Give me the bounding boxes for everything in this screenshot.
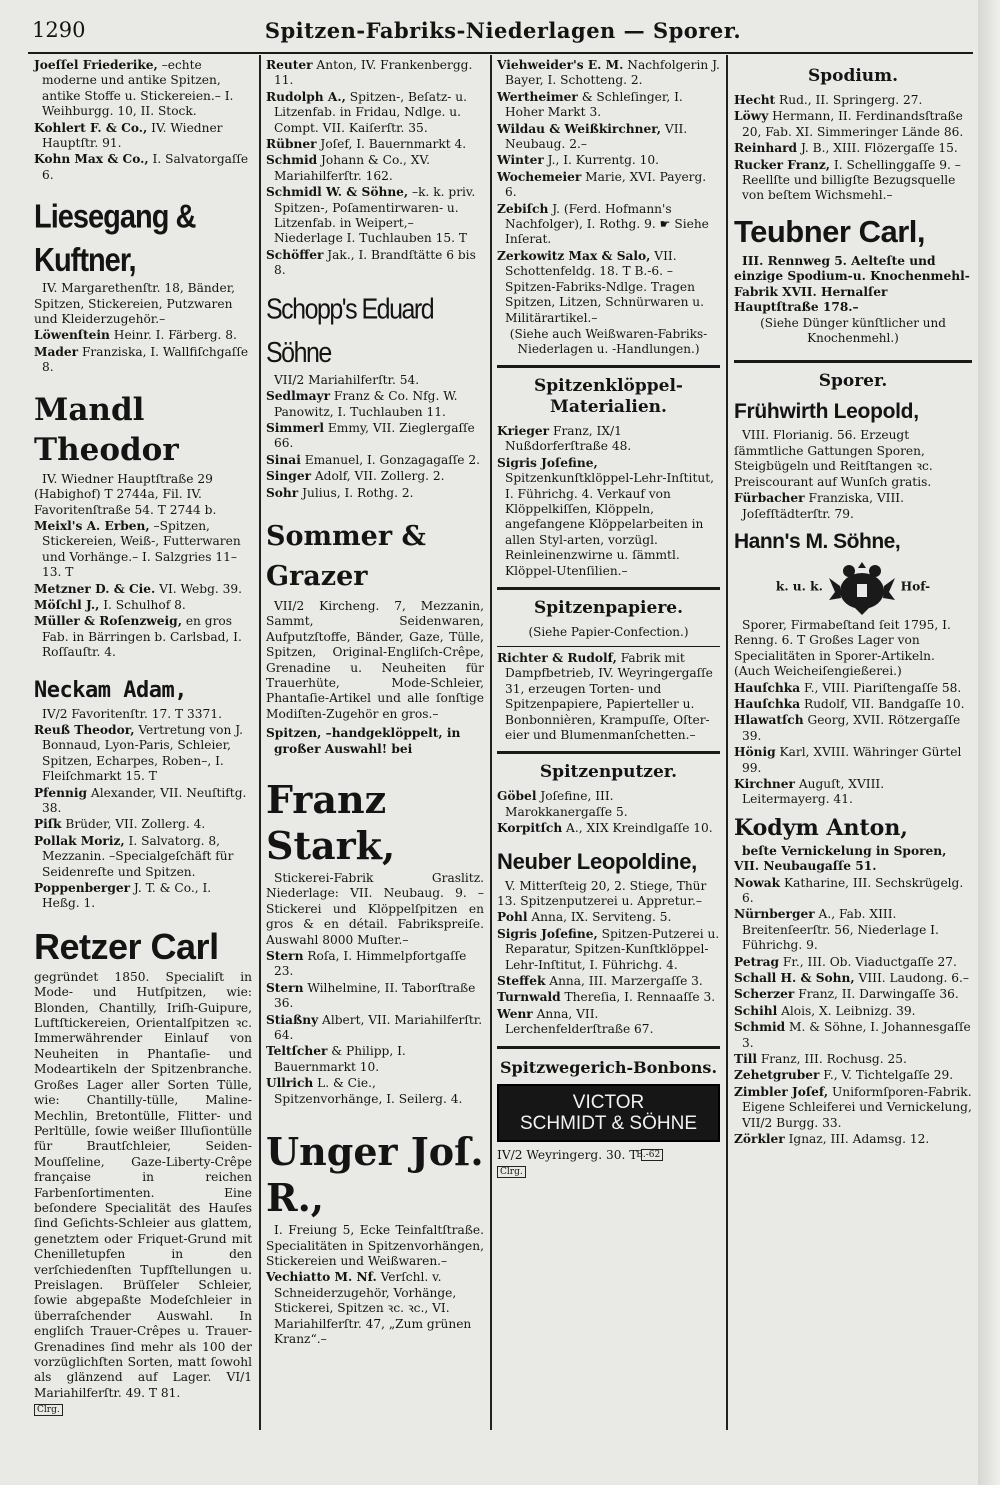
list-item: Kohlert F. & Co., IV. Wiedner Hauptſtr. 91.	[34, 120, 223, 151]
victor-line-2: SCHMIDT & SÖHNE	[519, 1112, 697, 1134]
list-item: Schöffer Jak., I. Brandſtätte 6 bis 8.	[266, 247, 476, 278]
list-item: Schall H. & Sohn, VIII. Laudong. 6.–	[734, 971, 969, 986]
list-item: Pohl Anna, IX. Serviteng. 5.	[497, 910, 672, 925]
list-item: Krieger Franz, IX/1 Nußdorferſtraße 48.	[497, 423, 632, 454]
list-item: Rudolph A., Spitzen-, Beſatz- u. Litzenfab. in Fridau, Ndlge. u. Compt. VII. Kaiſerſtr. 35.	[266, 89, 467, 135]
list-item: Zebiſch J. (Ferd. Hofmann's Nachfolger), I. Rothg. 9. ☛ Siehe Inſerat.	[497, 201, 709, 247]
advert-neuber: Neuber Leopoldine,	[497, 848, 697, 874]
page-number: 1290	[32, 18, 86, 42]
cross-reference: (Siehe Dünger künſtlicher und Knochenmehl.)	[760, 316, 946, 346]
list-item: Joeſſel Friederike, –echte moderne und antike Spitzen, antike Stoffe u. Stickereien.– I. Weihburgg. 10, II. Stock.	[34, 58, 234, 119]
advert-fruehwirth: Frühwirth Leopold,	[734, 400, 919, 424]
advert-text: V. Mitterſteig 20, 2. Stiege, Thür 13. Spitzenputzerei u. Appretur.–	[497, 878, 707, 909]
list-item: Hauſchka F., VIII. Piariſtengaſſe 58.	[734, 680, 962, 695]
advert-victor-schmidt	[497, 1084, 720, 1142]
list-item: Reuter Anton, IV. Frankenbergg. 11.	[266, 58, 473, 88]
section-rule	[497, 646, 720, 647]
advert-text: VIII. Florianig. 56. Erzeugt ſämmtliche Gattungen Sporen, Steigbügeln und Reitſtangen ꝛc. Preiscourant auf Wunſch gratis.	[734, 428, 933, 489]
column-2	[266, 58, 484, 1348]
list-item: Sinai Emanuel, I. Gonzagagaſſe 2.	[266, 452, 481, 467]
list-item: Hecht Rud., II. Springerg. 27.	[734, 93, 923, 107]
list-item: Viehweider's E. M. Nachfolgerin J. Bayer, I. Schotteng. 2.	[497, 58, 720, 88]
advert-mandl: Mandl Theodor	[34, 391, 179, 468]
advert-liesegang: Liesegang & Kuftner,	[34, 199, 196, 280]
advert-teubner: Teubner Carl,	[734, 213, 926, 249]
list-item: Rucker Franz, I. Schellinggaſſe 9. –Reellſte und billigſte Bezugsquelle von beſtem Wichsmehl.–	[734, 157, 961, 203]
list-item: Zörkler Ignaz, III. Adamsg. 12.	[734, 1132, 930, 1147]
advert-text: IV. Margarethenſtr. 18, Bänder, Spitzen, Stickereien, Putzwaren und Kleiderzugehör.–	[34, 281, 236, 327]
advert-schopp: Schopp's Eduard Söhne	[266, 292, 434, 369]
header-rule	[28, 52, 973, 54]
column-divider	[726, 55, 728, 1430]
list-item: Zerkowitz Max & Salo, VII. Schottenfeldg. 18. T B.-6. –Spitzen-Fabriks-Ndlge. Tragen Spitzen, Litzen, Schnürwaren u. Militärartikel.–	[497, 248, 705, 325]
advert-text: IV/2 Weyringerg. 30. T B.-62	[497, 1148, 720, 1163]
list-item: Reuß Theodor, Vertretung von J. Bonnaud, Lyon-Paris, Schleier, Spitzen, Echarpes, Roben–, I. Fleiſchmarkt 15. T	[34, 722, 244, 784]
list-item: Hauſchka Rudolf, VII. Bandgaſſe 10.	[734, 696, 965, 711]
list-item: Zehetgruber F., V. Tichtelgaſſe 29.	[734, 1068, 954, 1083]
list-item: Sigris Joſefine, Spitzen-Putzerei u. Reparatur, Spitzen-Kunſtklöppel-Lehr-Inſtitut, I. Führichg. 4.	[497, 926, 720, 972]
list-item: Sohr Julius, I. Rothg. 2.	[266, 485, 414, 500]
list-item: Möſchl J., I. Schulhof 8.	[34, 597, 186, 612]
list-item: Scherzer Franz, II. Darwingaſſe 36.	[734, 987, 959, 1002]
list-item: Rübner Joſef, I. Bauernmarkt 4.	[266, 137, 467, 152]
list-item: Turnwald Thereſia, I. Rennaaſſe 3.	[497, 990, 716, 1005]
section-rule	[497, 1046, 720, 1049]
list-item: Simmerl Emmy, VII. Zieglergaſſe 66.	[266, 420, 475, 451]
list-item: Schmidl W. & Söhne, –k. k. priv. Spitzen-, Poſamentirwaren- u. Litzenfab. in Weipert,– Niederlage I. Tuchlauben 15. T	[266, 185, 476, 246]
section-rule	[497, 587, 720, 590]
list-item: Zimbler Joſef, Uniformſporen-Fabrik. Eigene Schleiferei und Vernickelung, VII/2 Burgg. 33.	[734, 1084, 972, 1130]
list-item: Mader Franziska, I. Wallfiſchgaſſe 8.	[34, 344, 249, 375]
advert-retzer: Retzer Carl	[34, 925, 219, 967]
advert-text: I. Freiung 5, Ecke Teinfaltſtraße. Specialitäten in Spitzenvorhängen, Stickereien und Weißwaren.–	[266, 1223, 484, 1268]
list-item: Schmid M. & Söhne, I. Johannesgaſſe 3.	[734, 1020, 971, 1050]
column-4	[734, 58, 972, 1149]
list-item: Stern Wilhelmine, II. Taborſtraße 36.	[266, 980, 476, 1011]
list-item: Reinhard J. B., XIII. Flözergaſſe 15.	[734, 141, 958, 156]
list-item: Wochemeier Marie, XVI. Payerg. 6.	[497, 169, 707, 200]
list-item: Petrag Fr., III. Ob. Viaductgaſſe 27.	[734, 954, 957, 969]
list-item: Steffek Anna, III. Marzergaſſe 3.	[497, 974, 703, 989]
column-divider	[259, 55, 261, 1430]
advert-kodym: Kodym Anton,	[734, 814, 908, 841]
cross-reference: (Siehe Papier-Confection.)	[528, 624, 689, 639]
advert-unger: Unger Joſ. R.,	[266, 1129, 484, 1221]
list-item: Ullrich L. & Cie., Spitzenvorhänge, I. Seilerg. 4.	[266, 1076, 463, 1106]
double-eagle-icon	[827, 558, 897, 616]
list-item: Wertheimer & Schleſinger, I. Hoher Markt 3.	[497, 89, 683, 120]
list-item: Hönig Karl, XVIII. Währinger Gürtel 99.	[734, 745, 962, 775]
list-item: Winter J., I. Kurrentg. 10.	[497, 153, 660, 168]
clearing-badge: Clrg.	[34, 1404, 63, 1416]
section-heading: Spitzenputzer.	[539, 762, 678, 783]
list-item: Teltſcher & Philipp, I. Bauernmarkt 10.	[266, 1044, 406, 1074]
page-edge	[978, 0, 1000, 1485]
advert-sommer: Sommer & Grazer	[266, 520, 426, 592]
advert-text: III. Rennweg 5. Aelteſte und einzige Spodium-u. Knochenmehl-Fabrik XVII. Hernalſer Hauptſtraße 178.–	[734, 253, 970, 315]
advert-text: VII/2 Kircheng. 7, Mezzanin, Sammt, Seidenwaren, Aufputzſtoffe, Bänder, Gaze, Tülle, Spitzen, Original-Engliſch-Crêpe, Grenadine u. Neuheiten für Trauerhüte, Mode-Schleier, Phantaſie-Artikel und alle ſonſtige Modiſten-Zugehör en gros.–	[266, 598, 484, 721]
section-heading: Sporer.	[818, 371, 888, 392]
section-rule	[497, 751, 720, 754]
list-item: Löwenſtein Heinr. I. Färberg. 8.	[34, 328, 237, 343]
list-item: Meixl's A. Erben, –Spitzen, Stickereien, Weiß-, Futterwaren und Vorhänge.– I. Salzgries 11–13. T	[34, 518, 241, 580]
list-item: Piſk Brüder, VII. Zollerg. 4.	[34, 817, 206, 832]
list-item: Korpitſch A., XIX Kreindlgaſſe 10.	[497, 821, 713, 836]
victor-line-1: VICTOR	[572, 1091, 645, 1113]
section-rule	[734, 360, 972, 363]
list-item: Kohn Max & Co., I. Salvatorgaſſe 6.	[34, 152, 249, 182]
list-item: Göbel Joſefine, III. Marokkanergaſſe 5.	[497, 789, 628, 819]
advert-text: Stickerei-Fabrik Graslitz. Niederlage: VII. Neubaug. 9. –Stickerei und Klöppelſpitzen en gros & en détail. Fabrikspreiſe. Auswahl 8000 Muſter.–	[266, 871, 484, 947]
list-item: Müller & Roſenzweig, en gros Fab. in Bärringen b. Carlsbad, I. Roſſauſtr. 4.	[34, 614, 242, 660]
advert-text: VII/2 Mariahilferſtr. 54.	[274, 372, 420, 387]
advert-hanns-crest	[734, 558, 972, 616]
section-rule	[497, 365, 720, 368]
list-item: Sigris Joſefine, Spitzenkunſtklöppel-Lehr-Inſtitut, I. Führichg. 4. Verkauf von Klöppelkiſſen, Klöppeln, angefangene Klöppelarbeiten in allen Styl-arten, vorzügl. Reinleinenzwirne u. ſämmtl. Klöppel-Utenſilien.–	[497, 455, 714, 578]
clearing-badge: Clrg.	[497, 1166, 526, 1178]
column-divider	[490, 55, 492, 1430]
list-item: Spitzen, –handgeklöppelt, in großer Auswahl! bei	[266, 726, 461, 756]
advert-hanns: Hann's M. Söhne,	[734, 529, 901, 553]
section-heading: Spitzenpapiere.	[533, 597, 684, 618]
list-item: Till Franz, III. Rochusg. 25.	[734, 1052, 907, 1067]
advert-text: beſte Vernickelung in Sporen, VII. Neubaugaſſe 51.	[734, 843, 947, 874]
list-item: Stiaßny Albert, VII. Mariahilferſtr. 64.	[266, 1012, 483, 1043]
list-item: Sedlmayr Franz & Co. Nfg. W. Panowitz, I. Tuchlauben 11.	[266, 389, 458, 419]
list-item: Wildau & Weißkirchner, VII. Neubaug. 2.–	[497, 121, 688, 152]
advert-text: IV/2 Favoritenſtr. 17. T 3371.	[42, 706, 222, 721]
list-item: Fürbacher Franziska, VIII. Joſefſtädterſtr. 79.	[734, 491, 904, 521]
column-3	[497, 58, 720, 1180]
kuk-label: k. u. k.	[775, 579, 823, 594]
advert-text: gegründet 1850. Specialiſt in Mode- und Hutſpitzen, wie: Blonden, Chantilly, Iriſh-Guipure, Luftſtickereien, Orientalſpitzen ꝛc. Immerwährender Einlauf von Neuheiten in Phantaſie- und Modeartikeln der Spitzenbranche. Großes Lager aller Sorten Tülle, wie: Chantilly-tülle, Maline-Mechlin, Bretontülle, Flitter- und Perltülle, ſowie weißer Illuſiontülle für Brautſchleier, Seiden-Mouſſeline, Gaze-Liberty-Crêpe française in reichen Farbenſortimenten. Eine beſondere Specialität des Hauſes ſind Geſichts-Schleier aus glattem, genetztem oder Friquet-Grund mit Chenilletupfen in den verſchiedenſten Tupfſtellungen u. Preislagen. Brüſſeler Schleier, ſowie abgepaßte Modeſchleier in überraſchender Auswahl. In engliſch Trauer-Crêpes u. Trauer-Grenadines ſind mehr als 100 der vorzüglichſten Sorten, matt ſowohl als glänzend auf Lager. VI/1 Mariahilferſtr. 49. T 81.	[34, 969, 252, 1400]
list-item: Wenr Anna, VII. Lerchenfelderſtraße 67.	[497, 1006, 654, 1037]
list-item: Vechiatto M. Nf. Verſchl. v. Schneiderzugehör, Vorhänge, Stickerei, Spitzen ꝛc. ꝛc., VI. Mariahilferſtr. 47, „Zum grünen Kranz“.–	[266, 1270, 472, 1346]
advert-text: Sporer, Firmabeſtand ſeit 1795, I. Renng. 6. T Großes Lager von Specialitäten in Sporer-Artikeln. (Auch Weicheiſengießerei.)	[734, 617, 951, 679]
list-item: Pfennig Alexander, VII. Neuſtiftg. 38.	[34, 785, 247, 815]
advert-stark: Franz Stark,	[266, 777, 396, 868]
list-item: Singer Adolf, VII. Zollerg. 2.	[266, 469, 445, 484]
list-item: Stern Roſa, I. Himmelpfortgaſſe 23.	[266, 949, 467, 979]
list-item: Nowak Katharine, III. Sechskrügelg. 6.	[734, 875, 964, 905]
section-heading: Spitzenklöppel-Materialien.	[534, 375, 683, 417]
page-header	[28, 16, 978, 50]
list-item: Schihl Alois, X. Leibnizg. 39.	[734, 1003, 916, 1018]
list-item: Poppenberger J. T. & Co., I. Heßg. 1.	[34, 881, 212, 911]
section-heading: Spitzwegerich-Bonbons.	[499, 1057, 718, 1077]
list-item: Schmid Johann & Co., XV. Mariahilferſtr. 162.	[266, 153, 430, 183]
list-item: Hlawatſch Georg, XVII. Rötzergaſſe 39.	[734, 713, 961, 743]
list-item: Kirchner Auguſt, XVIII. Leitermayerg. 41.	[734, 776, 885, 807]
page-title: Spitzen-Fabriks-Niederlagen — Sporer.	[264, 18, 742, 43]
list-item: Pollak Moriz, I. Salvatorg. 8, Mezzanin. –Specialgeſchäft für Seidenreſte und Spitzen.	[34, 833, 234, 879]
advert-text: IV. Wiedner Hauptſtraße 29 (Habighof) T 2744a, Fil. IV. Favoritenſtraße 54. T 2744 b.	[34, 471, 217, 517]
list-item: Richter & Rudolf, Fabrik mit Dampfbetrieb, IV. Weyringergaſſe 31, erzeugen Torten- und Spitzenpapiere, Papierteller u. Bonbonnièren, Krampuſſe, Oſter-eier und Blumenmanſchetten.–	[497, 650, 713, 742]
cross-reference: (Siehe auch Weißwaren-Fabriks-Niederlagen u. -Handlungen.)	[509, 326, 708, 356]
list-item: Nürnberger A., Fab. XIII. Breitenſeerſtr. 56, Niederlage I. Führichg. 9.	[734, 907, 939, 953]
column-1	[34, 58, 252, 1418]
hof-label: Hof-	[900, 579, 931, 594]
advert-neckam: Neckam Adam,	[34, 677, 187, 703]
list-item: Metzner D. & Cie. VI. Webg. 39.	[34, 581, 242, 596]
list-item: Löwy Hermann, II. Ferdinandsſtraße 20, Fab. XI. Simmeringer Lände 86.	[734, 109, 964, 139]
telephone-badge: B.-62	[641, 1149, 663, 1161]
section-heading: Spodium.	[807, 66, 899, 86]
